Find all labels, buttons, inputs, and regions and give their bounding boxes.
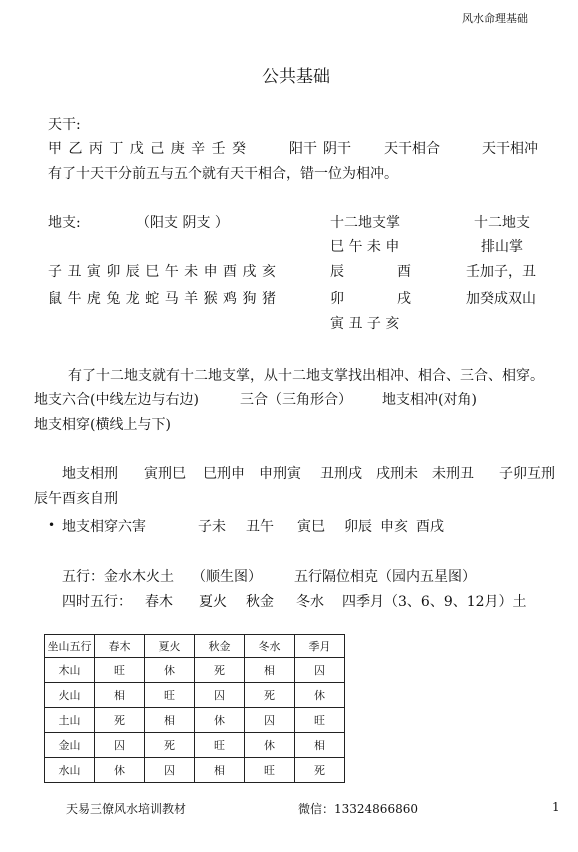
palm-row-3-right: 戌 <box>397 291 411 307</box>
palm-title: 十二地支掌 <box>330 215 400 231</box>
hai-item: 申亥 <box>380 519 408 535</box>
xing-line-2: 辰午酉亥自刑 <box>34 491 118 507</box>
table-header-cell: 秋金 <box>195 635 245 658</box>
palm-row-1: 巳 午 未 申 <box>330 239 400 255</box>
table-cell: 木山 <box>45 658 95 683</box>
table-cell: 旺 <box>245 758 295 783</box>
table-cell: 金山 <box>45 733 95 758</box>
page-number: 1 <box>552 800 560 814</box>
dizhi-yinyang: （阳支 阴支 ） <box>136 215 229 231</box>
xing-item: 未刑丑 <box>432 466 474 482</box>
bullet-dot: • <box>48 518 56 532</box>
table-cell: 旺 <box>95 658 145 683</box>
shan-line-1: 壬加子，丑 <box>466 264 536 280</box>
table-row <box>45 658 345 683</box>
palm-row-2-left: 辰 <box>330 264 344 280</box>
wuxing-shunsheng: （顺生图） <box>192 569 262 585</box>
tiangan-yin: 阴干 <box>323 141 351 157</box>
table-cell: 相 <box>195 758 245 783</box>
tiangan-clash: 天干相冲 <box>482 141 538 157</box>
table-cell: 火山 <box>45 683 95 708</box>
table-row <box>45 683 345 708</box>
shan-title: 十二地支 <box>474 215 530 231</box>
table-header-cell: 坐山五行 <box>45 635 95 658</box>
table-cell: 旺 <box>145 683 195 708</box>
table-cell: 囚 <box>295 658 345 683</box>
hai-item: 丑午 <box>246 519 274 535</box>
xing-item: 巳刑申 <box>203 466 245 482</box>
shan-line-2: 加癸成双山 <box>466 291 536 307</box>
xing-label: 地支相刑 <box>62 466 118 482</box>
sanhe-text: 三合（三角形合） <box>240 392 352 408</box>
table-row <box>45 758 345 783</box>
table-header-cell: 夏火 <box>145 635 195 658</box>
season-item: 夏火 <box>199 594 227 610</box>
table-header-row <box>45 635 345 658</box>
season-item: 秋金 <box>246 594 274 610</box>
table-cell: 囚 <box>245 708 295 733</box>
footer-wechat: 微信：13324866860 <box>298 802 418 816</box>
paragraph-intro: 有了十二地支就有十二地支掌，从十二地支掌找出相冲、相合、三合、相穿。 <box>68 368 544 384</box>
tiangan-stems: 甲 乙 丙 丁 戊 己 庚 辛 壬 癸 <box>48 141 248 157</box>
table-cell: 死 <box>95 708 145 733</box>
xiangchong-text: 地支相冲(对角) <box>382 392 477 408</box>
palm-row-4: 寅 丑 子 亥 <box>330 316 400 332</box>
xing-item: 丑刑戌 <box>320 466 362 482</box>
hai-item: 卯辰 <box>344 519 372 535</box>
table-cell: 死 <box>145 733 195 758</box>
table-cell: 死 <box>295 758 345 783</box>
table-cell: 囚 <box>95 733 145 758</box>
palm-row-2-right: 酉 <box>397 264 411 280</box>
palm-row-3-left: 卯 <box>330 291 344 307</box>
table-cell: 相 <box>295 733 345 758</box>
table-cell: 旺 <box>295 708 345 733</box>
table-cell: 土山 <box>45 708 95 733</box>
table-cell: 休 <box>95 758 145 783</box>
table-header-cell: 春木 <box>95 635 145 658</box>
page-title: 公共基础 <box>262 67 330 87</box>
dizhi-label: 地支: <box>48 215 81 231</box>
siji-text: 四季月（3、6、9、12月）土 <box>342 594 527 610</box>
table-cell: 相 <box>95 683 145 708</box>
table-cell: 休 <box>195 708 245 733</box>
wuxing-label: 五行：金水木火土 <box>62 569 174 585</box>
table-cell: 相 <box>145 708 195 733</box>
table-cell: 水山 <box>45 758 95 783</box>
xiangchuan-text: 地支相穿(横线上与下) <box>34 417 171 433</box>
table-row <box>45 708 345 733</box>
liuhe-text: 地支六合(中线左边与右边) <box>34 392 199 408</box>
table-cell: 囚 <box>145 758 195 783</box>
table-header-cell: 冬水 <box>245 635 295 658</box>
season-item: 春木 <box>145 594 173 610</box>
table-cell: 休 <box>245 733 295 758</box>
xing-item: 申刑寅 <box>259 466 301 482</box>
season-item: 冬水 <box>296 594 324 610</box>
sishi-label: 四时五行： <box>62 594 132 610</box>
hai-label: 地支相穿六害 <box>62 519 146 535</box>
hai-item: 酉戌 <box>416 519 444 535</box>
table-cell: 相 <box>245 658 295 683</box>
shan-sub: 排山掌 <box>481 239 523 255</box>
tiangan-yang: 阳干 <box>289 141 317 157</box>
hai-item: 子未 <box>198 519 226 535</box>
table-cell: 休 <box>145 658 195 683</box>
tiangan-note: 有了十天干分前五与五个就有天干相合，错一位为相冲。 <box>48 166 398 182</box>
table-cell: 死 <box>195 658 245 683</box>
table-header-cell: 季月 <box>295 635 345 658</box>
hai-item: 寅巳 <box>297 519 325 535</box>
wuxing-season-table <box>44 634 345 783</box>
dizhi-branches: 子 丑 寅 卯 辰 巳 午 未 申 酉 戌 亥 <box>48 264 277 280</box>
table-cell: 休 <box>295 683 345 708</box>
xing-item: 戌刑未 <box>376 466 418 482</box>
footer-left: 天易三僚风水培训教材 <box>66 802 187 816</box>
wuxing-gelian: 五行隔位相克（园内五星图） <box>294 569 476 585</box>
tiangan-combine: 天干相合 <box>384 141 440 157</box>
table-cell: 旺 <box>195 733 245 758</box>
table-cell: 死 <box>245 683 295 708</box>
dizhi-animals: 鼠 牛 虎 兔 龙 蛇 马 羊 猴 鸡 狗 猪 <box>48 291 277 307</box>
table-cell: 囚 <box>195 683 245 708</box>
xing-item: 寅刑巳 <box>144 466 186 482</box>
table-row <box>45 733 345 758</box>
running-header: 风水命理基础 <box>462 12 528 25</box>
tiangan-label: 天干: <box>48 117 81 133</box>
xing-item: 子卯互刑 <box>499 466 555 482</box>
